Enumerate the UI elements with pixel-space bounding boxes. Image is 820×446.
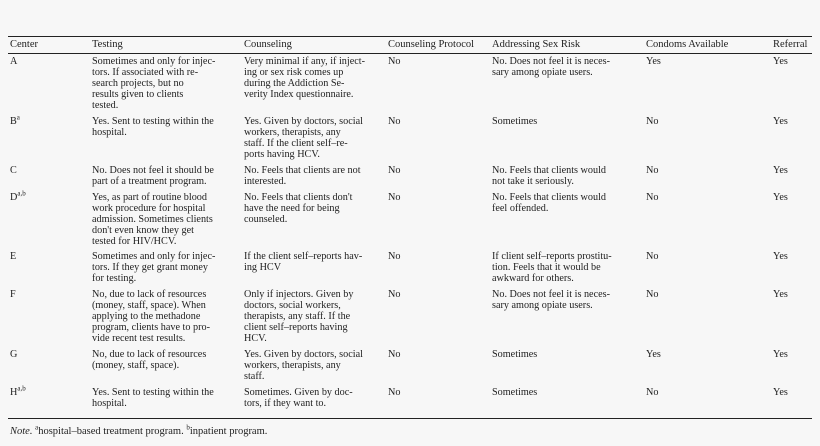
cell-condoms-available: No xyxy=(646,192,659,203)
cell-center xyxy=(10,166,80,177)
cell-sex-risk: No. Feels that clients would not take it seriously. xyxy=(492,165,607,187)
cell-testing: No. Does not feel it should be part of a treatment program. xyxy=(92,165,214,187)
cell-center xyxy=(10,384,80,399)
cell-counseling-protocol: No xyxy=(388,387,401,398)
table-bottom-rule xyxy=(8,418,812,419)
cell-condoms-available: No xyxy=(646,116,659,127)
cell-condoms-available: Yes xyxy=(646,56,661,67)
cell-sex-risk: Sometimes xyxy=(492,349,538,360)
cell-center xyxy=(10,290,80,301)
cell-counseling: No. Feels that clients are not interested. xyxy=(244,165,361,187)
cell-condoms-available: No xyxy=(646,387,659,398)
cell-testing: Sometimes and only for injec- tors. If associated with re- search projects, but no results given to clients tested. xyxy=(92,56,216,111)
table-note xyxy=(10,423,268,437)
cell-counseling: Yes. Given by doctors, social workers, therapists, any staff. xyxy=(244,349,363,382)
cell-referral: Yes xyxy=(773,289,788,300)
cell-referral: Yes xyxy=(773,56,788,67)
cell-sex-risk: If client self–reports prostitu- tion. Feels that it would be awkward for others. xyxy=(492,251,612,284)
center-letter: E xyxy=(10,251,17,262)
header-addressing-sex-risk: Addressing Sex Risk xyxy=(492,39,581,50)
cell-referral: Yes xyxy=(773,116,788,127)
cell-referral: Yes xyxy=(773,349,788,360)
cell-testing: No, due to lack of resources (money, staff, space). When applying to the methadone program, clients have to pro- vide recent test results. xyxy=(92,289,210,344)
cell-sex-risk: No. Does not feel it is neces- sary among opiate users. xyxy=(492,289,610,311)
center-letter: A xyxy=(10,56,18,67)
cell-counseling: Only if injectors. Given by doctors, social workers, therapists, any staff. If the client self–reports having HCV. xyxy=(244,289,354,344)
cell-testing: Yes. Sent to testing within the hospital. xyxy=(92,116,214,138)
header-rule xyxy=(8,53,812,54)
center-letter: G xyxy=(10,349,18,360)
cell-testing: No, due to lack of resources (money, staff, space). xyxy=(92,349,207,371)
cell-condoms-available: No xyxy=(646,251,659,262)
center-letter: C xyxy=(10,165,17,176)
cell-sex-risk: No. Feels that clients would feel offended. xyxy=(492,192,607,214)
note-label: Note. xyxy=(10,426,33,437)
cell-counseling: Yes. Given by doctors, social workers, therapists, any staff. If the client self–re- ports having HCV. xyxy=(244,116,363,160)
cell-referral: Yes xyxy=(773,251,788,262)
cell-counseling-protocol: No xyxy=(388,251,401,262)
cell-counseling: No. Feels that clients don't have the need for being counseled. xyxy=(244,192,353,225)
center-superscript: a,b xyxy=(17,189,26,198)
cell-counseling-protocol: No xyxy=(388,116,401,127)
cell-counseling: Very minimal if any, if inject- ing or sex risk comes up during the Addiction Se- verity Index questionnaire. xyxy=(244,56,365,100)
note-sup-b: b xyxy=(186,423,190,432)
cell-counseling-protocol: No xyxy=(388,192,401,203)
cell-referral: Yes xyxy=(773,165,788,176)
cell-counseling-protocol: No xyxy=(388,165,401,176)
cell-counseling-protocol: No xyxy=(388,56,401,67)
cell-sex-risk: No. Does not feel it is neces- sary among opiate users. xyxy=(492,56,610,78)
cell-testing: Sometimes and only for injec- tors. If they get grant money for testing. xyxy=(92,251,216,284)
cell-center xyxy=(10,57,80,68)
note-text-a: hospital–based treatment program. xyxy=(38,426,184,437)
center-letter: B xyxy=(10,116,17,127)
cell-center xyxy=(10,113,80,128)
header-counseling-protocol: Counseling Protocol xyxy=(388,39,475,50)
center-superscript: a,b xyxy=(17,384,26,393)
center-letter: D xyxy=(10,192,18,203)
note-sup-a: a xyxy=(35,423,39,432)
cell-referral: Yes xyxy=(773,387,788,398)
cell-testing: Yes. Sent to testing within the hospital. xyxy=(92,387,214,409)
center-superscript: a xyxy=(16,113,20,122)
header-counseling: Counseling xyxy=(244,39,292,50)
cell-counseling: If the client self–reports hav- ing HCV xyxy=(244,251,363,273)
center-letter: H xyxy=(10,387,18,398)
table-top-rule xyxy=(8,36,812,37)
center-letter: F xyxy=(10,289,16,300)
note-text-b: inpatient program. xyxy=(189,426,268,437)
cell-condoms-available: No xyxy=(646,165,659,176)
cell-center xyxy=(10,252,80,263)
header-testing: Testing xyxy=(92,39,123,50)
cell-testing: Yes, as part of routine blood work procedure for hospital admission. Sometimes clients don't even know they get tested for HIV/HCV. xyxy=(92,192,213,247)
cell-counseling-protocol: No xyxy=(388,349,401,360)
cell-counseling: Sometimes. Given by doc- tors, if they want to. xyxy=(244,387,353,409)
header-condoms-available: Condoms Available xyxy=(646,39,729,50)
cell-referral: Yes xyxy=(773,192,788,203)
cell-counseling-protocol: No xyxy=(388,289,401,300)
header-referral: Referral xyxy=(773,39,808,50)
cell-sex-risk: Sometimes xyxy=(492,116,538,127)
cell-center xyxy=(10,350,80,361)
cell-condoms-available: Yes xyxy=(646,349,661,360)
cell-condoms-available: No xyxy=(646,289,659,300)
header-center: Center xyxy=(10,39,38,50)
cell-sex-risk: Sometimes xyxy=(492,387,538,398)
cell-center xyxy=(10,189,80,204)
